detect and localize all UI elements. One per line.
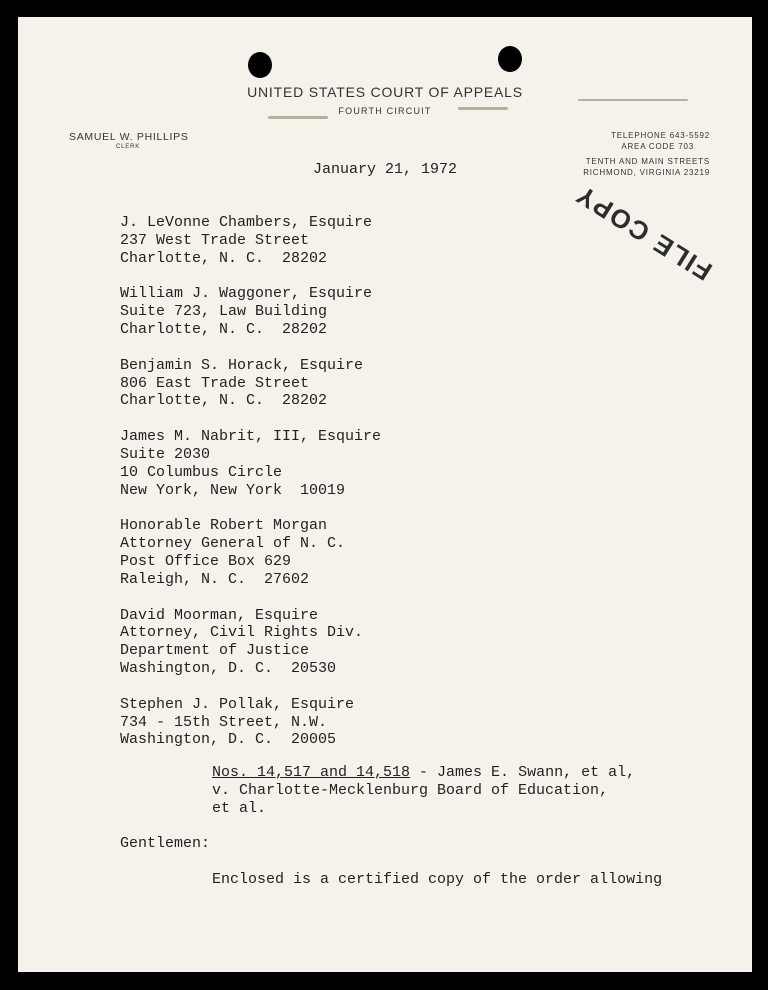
punch-hole-right: [498, 46, 522, 72]
address-line: David Moorman, Esquire: [120, 606, 319, 624]
address-line: J. LeVonne Chambers, Esquire: [120, 214, 373, 231]
address-line: Charlotte, N. C. 28202: [120, 249, 328, 267]
address-line: 734 - 15th Street, N.W.: [120, 713, 328, 731]
file-copy-stamp: FILE COPY: [569, 179, 718, 287]
case-parties: - James E. Swann, et al,: [410, 764, 636, 781]
body-paragraph: Enclosed is a certified copy of the order allowing: [212, 871, 663, 888]
address-line: James M. Nabrit, III, Esquire: [120, 428, 382, 446]
case-line-3: et al.: [212, 799, 267, 817]
addressee-block: [120, 696, 381, 749]
street-address: TENTH AND MAIN STREETS: [585, 157, 710, 166]
address-line: 806 East Trade Street: [120, 374, 310, 392]
case-line-2: v. Charlotte-Mecklenburg Board of Education,: [212, 781, 609, 799]
address-line: Post Office Box 629: [120, 552, 292, 570]
address-line: Suite 2030: [120, 445, 211, 463]
addressee-list: [120, 214, 381, 767]
letter-date: January 21, 1972: [313, 161, 458, 178]
stain-mark: [268, 116, 328, 119]
court-name: UNITED STATES COURT OF APPEALS: [247, 84, 523, 100]
address-line: Department of Justice: [120, 642, 310, 660]
case-numbers: Nos. 14,517 and 14,518: [212, 764, 411, 781]
addressee-block: [120, 428, 381, 499]
letter-page: [18, 17, 752, 972]
address-line: Attorney, Civil Rights Div.: [120, 624, 364, 642]
area-code: AREA CODE 703: [621, 142, 694, 151]
address-line: 10 Columbus Circle: [120, 463, 283, 481]
address-line: Washington, D. C. 20530: [120, 659, 337, 677]
address-line: Suite 723, Law Building: [120, 303, 328, 321]
address-line: New York, New York 10019: [120, 481, 346, 499]
address-line: Charlotte, N. C. 28202: [120, 392, 328, 410]
salutation: Gentlemen:: [120, 835, 211, 852]
punch-hole-left: [248, 52, 272, 78]
clerk-title: CLERK: [116, 144, 141, 150]
addressee-block: [120, 607, 381, 678]
address-line: Attorney General of N. C.: [120, 535, 346, 553]
address-line: Raleigh, N. C. 27602: [120, 570, 310, 588]
addressee-block: [120, 285, 381, 338]
case-reference: [212, 764, 635, 817]
addressee-block: [120, 214, 381, 267]
address-line: Washington, D. C. 20005: [120, 731, 337, 749]
address-line: 237 West Trade Street: [120, 231, 310, 249]
address-line: Honorable Robert Morgan: [120, 517, 328, 535]
telephone: TELEPHONE 643-5592: [611, 131, 710, 140]
circuit-name: FOURTH CIRCUIT: [338, 106, 432, 116]
clerk-name: SAMUEL W. PHILLIPS: [69, 131, 189, 143]
address-line: William J. Waggoner, Esquire: [120, 285, 373, 303]
addressee-block: [120, 357, 381, 410]
city-address: RICHMOND, VIRGINIA 23219: [583, 168, 710, 177]
addressee-block: [120, 517, 381, 588]
address-line: Charlotte, N. C. 28202: [120, 320, 328, 338]
address-line: Stephen J. Pollak, Esquire: [120, 695, 355, 713]
address-line: Benjamin S. Horack, Esquire: [120, 356, 364, 374]
